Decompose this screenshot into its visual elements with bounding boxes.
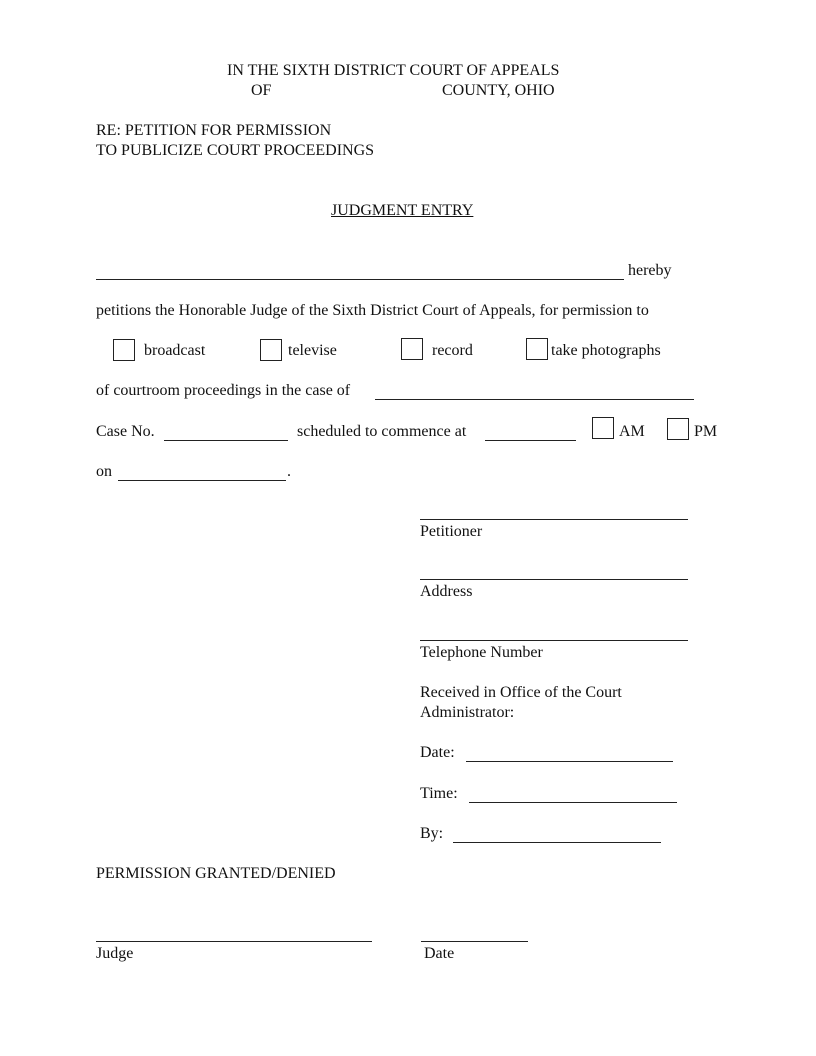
received-date-field[interactable]: [466, 761, 673, 762]
telephone-label: Telephone Number: [420, 644, 543, 661]
of-label: OF: [251, 82, 272, 99]
period: .: [287, 463, 291, 480]
on-date-field[interactable]: [118, 480, 286, 481]
case-name-field[interactable]: [375, 399, 694, 400]
pm-label: PM: [694, 423, 718, 440]
received-by-field[interactable]: [453, 842, 661, 843]
telephone-field[interactable]: [420, 640, 688, 641]
televise-checkbox[interactable]: [260, 339, 282, 361]
judge-date-field[interactable]: [421, 941, 528, 942]
document-title: JUDGMENT ENTRY: [331, 202, 474, 219]
received-line-2: Administrator:: [420, 704, 515, 721]
received-line-1: Received in Office of the Court: [420, 684, 622, 701]
am-checkbox[interactable]: [592, 417, 614, 439]
record-checkbox[interactable]: [401, 338, 423, 360]
re-line-2: TO PUBLICIZE COURT PROCEEDINGS: [96, 142, 375, 159]
case-of-label: of courtroom proceedings in the case of: [96, 382, 351, 399]
received-by-label: By:: [420, 825, 444, 842]
received-date-label: Date:: [420, 744, 455, 761]
judge-date-label: Date: [424, 945, 455, 962]
address-label: Address: [420, 583, 473, 600]
address-field[interactable]: [420, 579, 688, 580]
judge-signature-field[interactable]: [96, 941, 372, 942]
case-no-label: Case No.: [96, 423, 155, 440]
am-label: AM: [619, 423, 645, 440]
petitioner-label: Petitioner: [420, 523, 483, 540]
court-heading: IN THE SIXTH DISTRICT COURT OF APPEALS: [227, 62, 560, 79]
judge-label: Judge: [96, 945, 134, 962]
take-photographs-checkbox[interactable]: [526, 338, 548, 360]
televise-label: televise: [288, 342, 337, 359]
record-label: record: [432, 342, 473, 359]
broadcast-checkbox[interactable]: [113, 339, 135, 361]
case-number-field[interactable]: [164, 440, 288, 441]
received-time-field[interactable]: [469, 802, 677, 803]
re-line-1: RE: PETITION FOR PERMISSION: [96, 122, 332, 139]
petitioner-signature-field[interactable]: [420, 519, 688, 520]
broadcast-label: broadcast: [144, 342, 206, 359]
county-label: COUNTY, OHIO: [442, 82, 555, 99]
pm-checkbox[interactable]: [667, 418, 689, 440]
petitioner-name-field[interactable]: [96, 279, 624, 280]
permission-granted-denied: PERMISSION GRANTED/DENIED: [96, 865, 336, 882]
take-photographs-label: take photographs: [551, 342, 661, 359]
scheduled-label: scheduled to commence at: [297, 423, 467, 440]
received-time-label: Time:: [420, 785, 458, 802]
scheduled-time-field[interactable]: [485, 440, 576, 441]
on-label: on: [96, 463, 112, 480]
petitions-text: petitions the Honorable Judge of the Sixth District Court of Appeals, for permission to: [96, 302, 649, 319]
hereby-text: hereby: [628, 262, 672, 279]
